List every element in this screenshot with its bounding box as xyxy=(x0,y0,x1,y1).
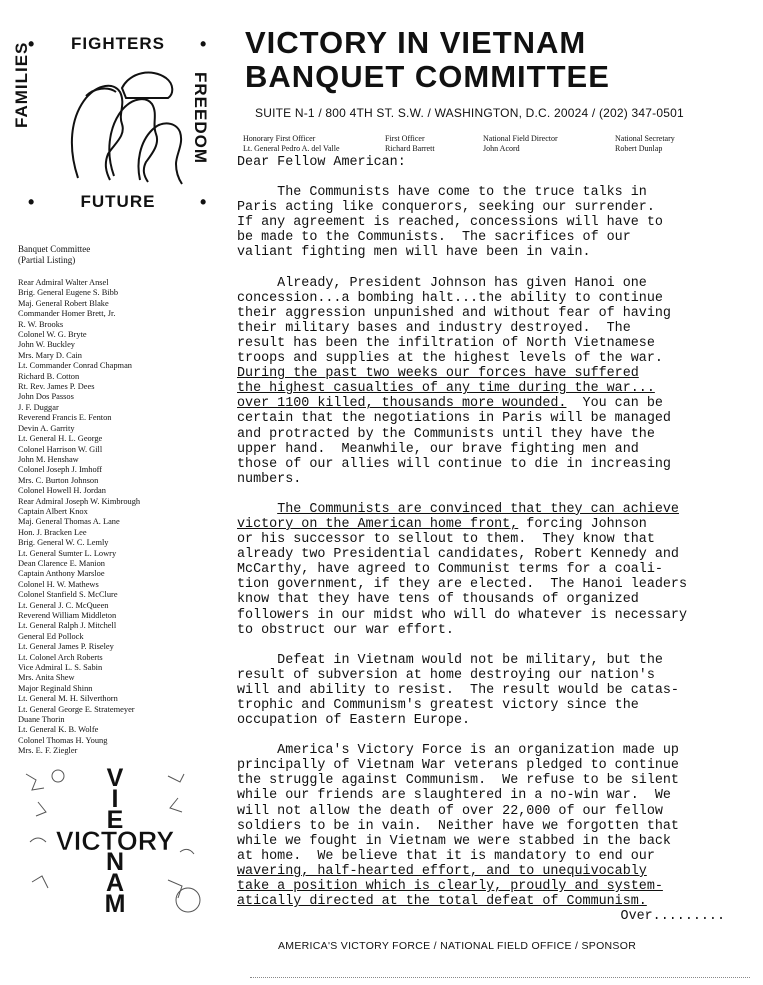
committee-member: Colonel Thomas H. Young xyxy=(18,735,108,745)
committee-member: J. F. Duggar xyxy=(18,402,59,412)
victory-vietnam-emblem xyxy=(18,762,208,922)
officer-list xyxy=(243,134,747,153)
paragraph-line: The Communists have come to the truce talks in xyxy=(237,185,647,201)
committee-member: Colonel Howell H. Jordan xyxy=(18,486,106,496)
officer-role: National Secretary xyxy=(615,134,675,143)
paragraph-line: troops and supplies at the highest levels of the war. xyxy=(237,351,663,367)
paragraph-line: McCarthy, have agreed to Communist terms for a coali- xyxy=(237,562,663,578)
committee-member: Rt. Rev. James P. Dees xyxy=(18,382,95,392)
committee-member: Lt. General J. C. McQueen xyxy=(18,600,109,610)
committee-member: John M. Henshaw xyxy=(18,454,79,464)
committee-member: R. W. Brooks xyxy=(18,319,64,329)
paragraph-line: be made to the Communists. The sacrifices of our xyxy=(237,230,631,246)
paragraph-line: certain that the negotiations in Paris will be managed xyxy=(237,411,671,427)
officer-entry xyxy=(385,134,461,153)
committee-member: Brig. General W. C. Lemly xyxy=(18,538,109,548)
letter-body xyxy=(237,155,747,924)
paragraph-line: Defeat in Vietnam would not be military, but the xyxy=(237,652,663,668)
committee-member: Lt. General James P. Riseley xyxy=(18,642,114,652)
paragraph-line: while we fought in Vietnam we were stabbed in the back xyxy=(237,833,671,849)
paragraph-line: result has been the infiltration of North Vietnamese xyxy=(237,335,655,351)
committee-member: Lt. General Sumter L. Lowry xyxy=(18,548,117,558)
paragraph-text: forcing Johnson xyxy=(518,516,647,532)
committee-member: Mrs. E. F. Ziegler xyxy=(18,746,78,756)
paragraph-line: occupation of Eastern Europe. xyxy=(237,713,471,729)
officer-role: Honorary First Officer xyxy=(243,134,316,143)
committee-title: Banquet Committee xyxy=(18,244,91,254)
committee-member: Rear Admiral Walter Ansel xyxy=(18,278,109,287)
officer-entry xyxy=(615,134,675,153)
victory-vietnam-logo xyxy=(18,762,208,922)
committee-member: Mrs. Mary D. Cain xyxy=(18,350,82,360)
logo-word-left: FAMILIES xyxy=(12,41,31,128)
officer-entry xyxy=(243,134,363,153)
committee-member: Lt. Colonel Arch Roberts xyxy=(18,652,103,662)
paragraph-line: result of subversion at home destroying our nation's xyxy=(237,667,655,683)
logo-letter: V xyxy=(106,764,124,792)
paragraph-text: You can be xyxy=(566,396,663,412)
paragraph-line: valiant fighting men will have been in vain. xyxy=(237,245,591,261)
paragraph-3 xyxy=(237,502,747,638)
underlined-text: wavering, half-hearted effort, and to unequivocably xyxy=(237,863,647,879)
paragraph-line: and protracted by the Communists until they have the xyxy=(237,426,655,442)
committee-member: Devin A. Garrity xyxy=(18,423,75,433)
paragraph-line: numbers. xyxy=(237,471,302,487)
officer-name: Robert Dunlap xyxy=(615,143,663,153)
committee-member: Maj. General Thomas A. Lane xyxy=(18,517,120,527)
committee-member: General Ed Pollock xyxy=(18,631,84,641)
bullet-dot: • xyxy=(200,34,207,54)
committee-member: Captain Albert Knox xyxy=(18,506,88,516)
main-column xyxy=(237,26,747,924)
committee-member: Dean Clarence E. Manion xyxy=(18,558,105,568)
paragraph-line: Paris acting like conquerors, seeking our surrender. xyxy=(237,200,655,216)
logo-word-bottom: FUTURE xyxy=(80,192,156,211)
committee-member-list xyxy=(18,278,218,757)
paragraph-4 xyxy=(237,653,747,728)
bullet-dot: • xyxy=(28,34,35,54)
logo-letter: A xyxy=(105,869,125,897)
paragraph-line: at home. We believe that it is mandatory to end our xyxy=(237,848,655,864)
bottom-divider xyxy=(250,977,750,978)
committee-member: Lt. General George E. Stratemeyer xyxy=(18,704,135,714)
officer-name: Richard Barrett xyxy=(385,143,435,153)
paragraph-line: followers in our midst who will do whatever is necessary xyxy=(237,607,687,623)
paragraph-line: soldiers to be in vain. Neither have we forgotten that xyxy=(237,818,679,834)
paragraph-line: while our friends are slaughtered in a no-win war. We xyxy=(237,788,671,804)
committee-member: Lt. General H. L. George xyxy=(18,434,103,444)
paragraph-2 xyxy=(237,276,747,487)
paragraph-1 xyxy=(237,185,747,260)
logo-letter: E xyxy=(106,806,124,834)
paragraph-line: principally of Vietnam War veterans pledged to continue xyxy=(237,758,679,774)
underlined-text: victory on the American home front, xyxy=(237,516,519,532)
paragraph-line: concession...a bombing halt...the ability to continue xyxy=(237,290,663,306)
committee-member: Hon. J. Bracken Lee xyxy=(18,527,87,537)
committee-member: Colonel Joseph J. Imhoff xyxy=(18,465,103,475)
underlined-text: The Communists are convinced that they can achieve xyxy=(277,501,679,517)
officer-name: John Acord xyxy=(483,143,520,153)
family-silhouette-illustration xyxy=(48,58,198,188)
committee-member: Rear Admiral Joseph W. Kimbrough xyxy=(18,496,141,506)
underlined-text: the highest casualties of any time during the war... xyxy=(237,381,655,397)
paragraph-line: upper hand. Meanwhile, our brave fighting men and xyxy=(237,441,639,457)
committee-member: Colonel Stanfield S. McClure xyxy=(18,590,118,600)
sidebar xyxy=(12,28,218,757)
paragraph-line: to obstruct our war effort. xyxy=(237,622,454,638)
logo-letter: N xyxy=(105,848,125,876)
committee-member: Colonel Harrison W. Gill xyxy=(18,444,103,454)
logo-word-right: FREEDOM xyxy=(191,72,210,164)
committee-member: Lt. General M. H. Silverthorn xyxy=(18,694,118,704)
continued-marker: Over......... xyxy=(620,909,725,925)
paragraph-line: If any agreement is reached, concessions will have to xyxy=(237,215,663,231)
paragraph-line: know that they have tens of thousands of organized xyxy=(237,592,639,608)
committee-member: Maj. General Robert Blake xyxy=(18,298,109,308)
committee-member: Colonel W. G. Bryte xyxy=(18,330,87,340)
logo-word-top: FIGHTERS xyxy=(71,34,165,53)
paragraph-line: America's Victory Force is an organization made up xyxy=(237,743,679,759)
paragraph-line: will not allow the death of over 22,000 of our fellow xyxy=(237,803,663,819)
footer-sponsor-line: AMERICA'S VICTORY FORCE / NATIONAL FIELD OFFICE / SPONSOR xyxy=(278,940,637,952)
committee-member: Commander Homer Brett, Jr. xyxy=(18,309,116,319)
committee-member: John W. Buckley xyxy=(18,340,75,350)
paragraph-line: or his successor to sellout to them. They know that xyxy=(237,532,655,548)
officer-name: Lt. General Pedro A. del Valle xyxy=(243,143,340,153)
bullet-dot: • xyxy=(28,192,35,212)
paragraph-line: those of our allies will continue to die in increasing xyxy=(237,456,671,472)
letterhead-title-line1: VICTORY IN VIETNAM xyxy=(245,25,587,60)
committee-member: Richard B. Cotton xyxy=(18,371,80,381)
committee-member: Duane Thorin xyxy=(18,715,65,725)
committee-member: Vice Admiral L. S. Sabin xyxy=(18,663,103,673)
paragraph-line: will and ability to resist. The result would be catas- xyxy=(237,682,679,698)
committee-member: Lt. Commander Conrad Chapman xyxy=(18,361,132,371)
paragraph-indent xyxy=(237,502,277,517)
paragraph-line: tion government, if they are elected. The Hanoi leaders xyxy=(237,577,687,593)
paragraph-5 xyxy=(237,743,747,909)
committee-member: John Dos Passos xyxy=(18,392,74,402)
logo-word-victory: VICTORY xyxy=(55,826,175,856)
committee-subtitle: (Partial Listing) xyxy=(18,255,76,265)
committee-member: Major Reginald Shinn xyxy=(18,683,93,693)
paragraph-line: already two Presidential candidates, Robert Kennedy and xyxy=(237,547,679,563)
committee-member: Lt. General Ralph J. Mitchell xyxy=(18,621,117,631)
logo-letter: I xyxy=(111,785,119,813)
paragraph-line: their aggression unpunished and without fear of having xyxy=(237,305,671,321)
paragraph-line: Already, President Johnson has given Hanoi one xyxy=(237,275,647,291)
letterhead-address: SUITE N-1 / 800 4TH ST. S.W. / WASHINGTON, D.C. 20024 / (202) 347-0501 xyxy=(255,106,684,120)
committee-member: Mrs. Anita Shew xyxy=(18,673,75,683)
committee-member: Mrs. C. Burton Johnson xyxy=(18,475,99,485)
fighters-families-logo xyxy=(12,28,218,218)
paragraph-line: the struggle against Communism. We refuse to be silent xyxy=(237,773,679,789)
underlined-text: take a position which is clearly, proudly and system- xyxy=(237,879,663,895)
underlined-text: atically directed at the total defeat of Communism. xyxy=(237,894,647,910)
officer-role: First Officer xyxy=(385,134,425,143)
paragraph-line: trophic and Communism's greatest victory since the xyxy=(237,698,639,713)
underlined-text: over 1100 killed, thousands more wounded. xyxy=(237,396,567,412)
committee-member: Lt. General K. B. Wolfe xyxy=(18,725,99,735)
salutation: Dear Fellow American: xyxy=(237,155,406,170)
officer-entry xyxy=(483,134,593,153)
bullet-dot: • xyxy=(200,192,207,212)
officer-role: National Field Director xyxy=(483,134,558,143)
committee-member: Reverend William Middleton xyxy=(18,611,117,620)
committee-member: Captain Anthony Marsloe xyxy=(18,569,105,579)
logo-letter: M xyxy=(104,890,126,918)
letterhead-title-line2: BANQUET COMMITTEE xyxy=(245,59,610,94)
underlined-text: During the past two weeks our forces have suffered xyxy=(237,366,639,382)
committee-member: Brig. General Eugene S. Bibb xyxy=(18,288,119,298)
committee-member: Colonel H. W. Mathews xyxy=(18,579,99,589)
committee-heading xyxy=(18,244,218,266)
committee-member: Reverend Francis E. Fenton xyxy=(18,413,112,423)
paragraph-line: their military bases and industry destroyed. The xyxy=(237,320,631,336)
